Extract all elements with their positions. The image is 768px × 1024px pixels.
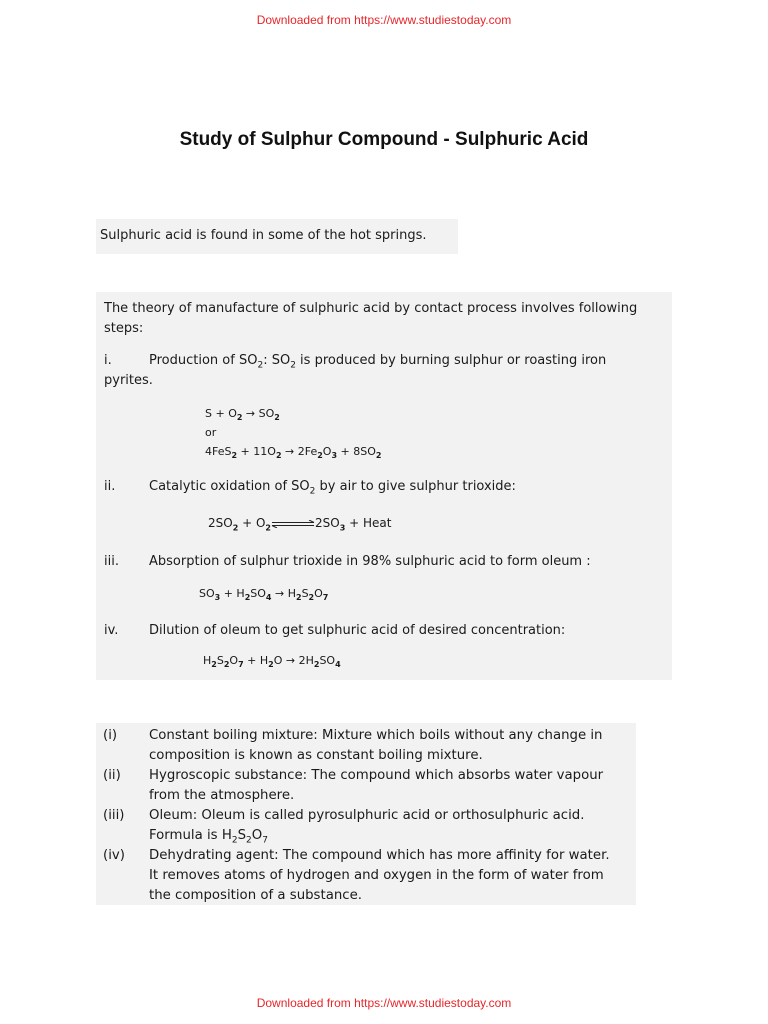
step-number: iii.: [104, 554, 119, 569]
definition-text: Constant boiling mixture: Mixture which boils without any change in: [149, 728, 603, 743]
equilibrium-arrow-icon: [271, 520, 315, 528]
step-number: i.: [104, 353, 112, 368]
equation-or: or: [205, 426, 217, 439]
definition-text: the composition of a substance.: [149, 888, 362, 903]
equation: $4FeS_2 + 11O_2 \to 2Fe_2O_3 + 8SO_2$: [205, 445, 382, 461]
step-text: Production of $SO_2$: $SO_2$ is produced by burning sulphur or roasting iron: [149, 353, 607, 371]
equation: $SO_3 + H_2SO_4 \to H_2S_2O_7$: [199, 587, 329, 603]
step-text-continued: pyrites.: [104, 373, 153, 388]
definition-number: (iii): [103, 808, 125, 823]
equation: $2SO_2 + O_2$ $2SO_3$ + Heat: [208, 516, 392, 533]
source-banner-top[interactable]: Downloaded from https://www.studiestoday.com: [256, 13, 512, 27]
process-intro-line2: steps:: [104, 321, 144, 336]
equation: $S + O_2 \to SO_2$: [205, 407, 280, 423]
definitions-box: [96, 723, 636, 905]
definition-number: (iv): [103, 848, 125, 863]
intro-text: Sulphuric acid is found in some of the hot springs.: [100, 228, 427, 243]
step-text: Absorption of sulphur trioxide in 98% sulphuric acid to form oleum :: [149, 554, 591, 569]
definition-text: from the atmosphere.: [149, 788, 295, 803]
intro-box: [96, 219, 458, 254]
definition-number: (i): [103, 728, 118, 743]
process-box: [96, 292, 672, 680]
step-number: iv.: [104, 623, 119, 638]
source-banner-bottom[interactable]: Downloaded from https://www.studiestoday.com: [256, 996, 512, 1010]
page-title: Study of Sulphur Compound - Sulphuric Acid: [179, 129, 589, 150]
definition-text: It removes atoms of hydrogen and oxygen in the form of water from: [149, 868, 604, 883]
step-number: ii.: [104, 479, 116, 494]
step-text: Dilution of oleum to get sulphuric acid of desired concentration:: [149, 623, 566, 638]
definition-text: Oleum: Oleum is called pyrosulphuric acid or orthosulphuric acid.: [149, 808, 585, 823]
definition-number: (ii): [103, 768, 121, 783]
definition-text: Dehydrating agent: The compound which has more affinity for water.: [149, 848, 610, 863]
step-text: Catalytic oxidation of $SO_2$ by air to give sulphur trioxide:: [149, 479, 516, 497]
definition-text: Formula is $H_2S_2O_7$: [149, 828, 268, 846]
definition-text: Hygroscopic substance: The compound which absorbs water vapour: [149, 768, 604, 783]
equation: $H_2S_2O_7 + H_2O \to 2H_2SO_4$: [203, 654, 341, 670]
definition-text: composition is known as constant boiling mixture.: [149, 748, 483, 763]
process-intro-line1: The theory of manufacture of sulphuric acid by contact process involves following: [104, 301, 638, 316]
